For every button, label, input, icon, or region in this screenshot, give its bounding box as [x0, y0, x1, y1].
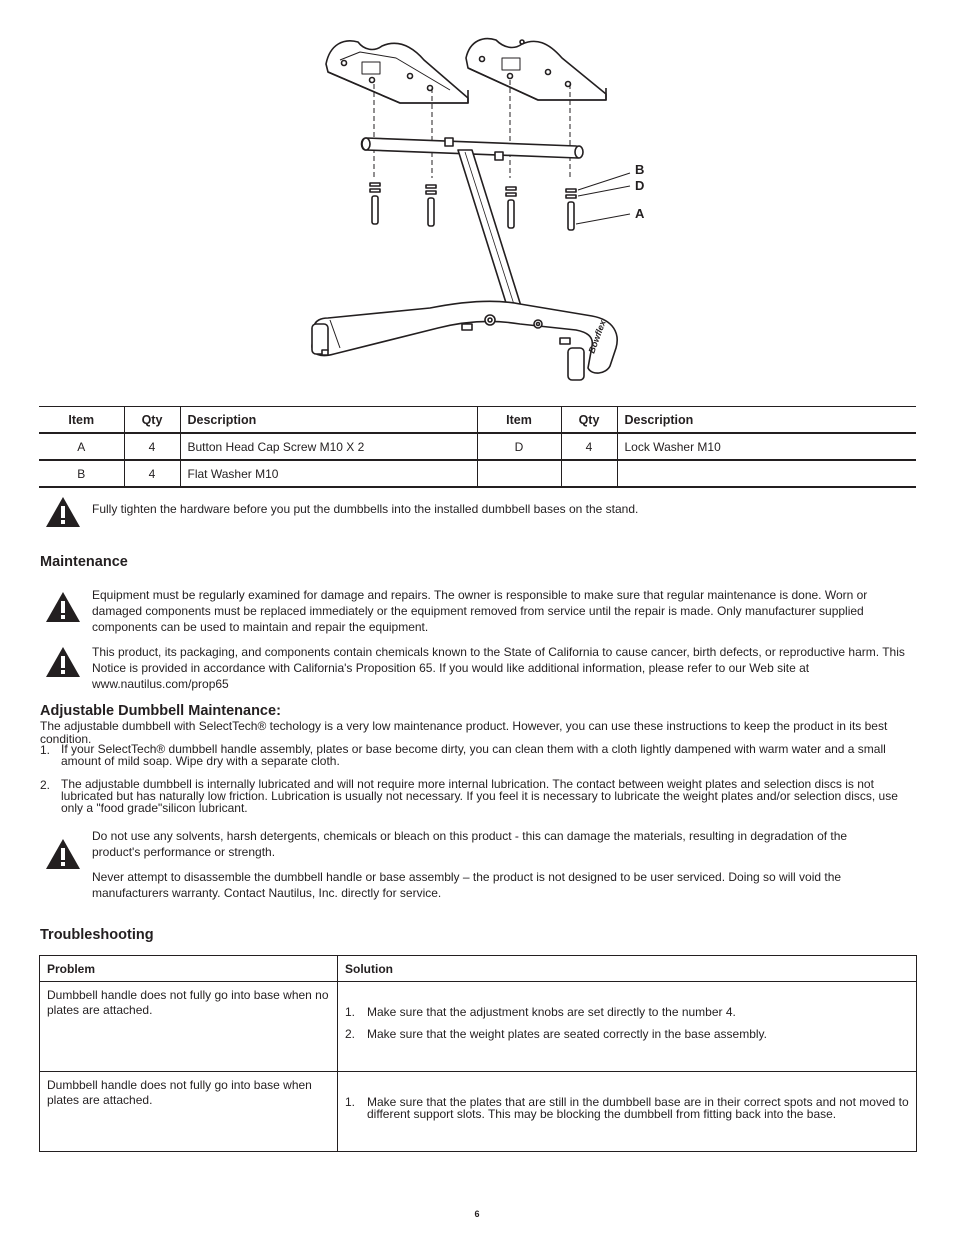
cell: B [39, 460, 124, 487]
cell: 4 [561, 433, 617, 460]
warning-icon [45, 646, 81, 678]
list-item-number: 2. [40, 778, 51, 792]
cell: Flat Washer M10 [180, 460, 477, 487]
cell [561, 460, 617, 487]
prop65-warning: This product, its packaging, and components contain chemicals known to the State of California to cause cancer, birth defects, or reproductive harm. This Notice is provided in accordance with California's Proposition 65. If you would like additional information, please refer to our Web site at www.nautilus.com/prop65 [92, 645, 905, 691]
callout-a: A [635, 206, 645, 221]
stand-assembly-diagram [300, 28, 660, 388]
cell [477, 460, 561, 487]
list-item: If your SelectTech® dumbbell handle assembly, plates or base become dirty, you can clean them with a cloth lightly dampened with warm water and a small amount of mild soap. Wipe dry with a separate cloth. [61, 742, 886, 768]
list-item [345, 1096, 909, 1120]
solution-list [345, 1006, 909, 1040]
col-item: Item [39, 407, 124, 434]
bowflex-logo: Bowflex [586, 318, 608, 355]
table-row [39, 460, 916, 487]
troubleshooting-table [39, 955, 917, 1152]
list-item-text: Make sure that the adjustment knobs are set directly to the number 4. [367, 1005, 736, 1019]
solution-list [345, 1096, 909, 1120]
cell: Lock Washer M10 [617, 433, 916, 460]
cell: A [39, 433, 124, 460]
adjustable-maintenance-heading: Adjustable Dumbbell Maintenance: [40, 703, 281, 719]
table-row [40, 1072, 917, 1152]
warning-icon [45, 591, 81, 623]
col-qty: Qty [561, 407, 617, 434]
solution-cell [338, 982, 917, 1072]
table-row [40, 982, 917, 1072]
disassemble-warning: Never attempt to disassemble the dumbbell handle or base assembly – the product is not designed to be user serviced. Doing so will void the manufacturers warranty. Contact Nautilus, Inc. directly for service. [92, 870, 842, 900]
list-item-number: 1. [345, 1095, 356, 1109]
col-item: Item [477, 407, 561, 434]
cell: Button Head Cap Screw M10 X 2 [180, 433, 477, 460]
warning-icon [45, 496, 81, 528]
troubleshooting-heading: Troubleshooting [40, 927, 154, 943]
table-row [39, 433, 916, 460]
cell: 4 [124, 433, 180, 460]
col-description: Description [617, 407, 916, 434]
col-solution: Solution [338, 956, 917, 982]
parts-table [39, 406, 916, 488]
adjustable-intro: The adjustable dumbbell with SelectTech® techology is a very low maintenance product. However, you can use these instructions to keep the product in its best condition. [40, 719, 888, 746]
list-item [345, 1006, 909, 1018]
cell [617, 460, 916, 487]
solvents-warning: Do not use any solvents, harsh detergents, chemicals or bleach on this product - this can damage the materials, resulting in degradation of the product's performance or strength. [92, 829, 848, 859]
callout-b: B [635, 162, 645, 177]
parts-table-header [39, 407, 916, 434]
warning-icon [45, 838, 81, 870]
troubleshooting-header [40, 956, 917, 982]
col-problem: Problem [40, 956, 338, 982]
page-number: 6 [474, 1209, 480, 1219]
callout-d: D [635, 178, 645, 193]
cell: 4 [124, 460, 180, 487]
cell: D [477, 433, 561, 460]
maintenance-heading: Maintenance [40, 554, 128, 570]
examine-warning: Equipment must be regularly examined for damage and repairs. The owner is responsible to make sure that regular maintenance is done. Worn or damaged components must be replaced immediately or the equipment removed from service until the repair is made. Only manufacturer supplied components can be used to maintain and repair the equipment. [92, 588, 868, 634]
list-item-number: 1. [345, 1005, 356, 1019]
list-item-number: 1. [40, 743, 51, 757]
list-item [345, 1028, 909, 1040]
tighten-warning: Fully tighten the hardware before you put the dumbbells into the installed dumbbell bases on the stand. [92, 502, 639, 516]
list-item: The adjustable dumbbell is internally lubricated and will not require more internal lubrication. The contact between weight plates and selection discs is not lubricated but has naturally low friction. Lubrication is usually not necessary. If you feel it is necessary to lubricate the weight plates and/or selection discs, use only a "food grade"silicon lubricant. [61, 777, 898, 815]
list-item-number: 2. [345, 1027, 356, 1041]
col-description: Description [180, 407, 477, 434]
list-item-text: Make sure that the plates that are still in the dumbbell base are in their correct spots and not moved to different support slots. This may be blocking the dumbbell from fitting back into the base. [367, 1095, 909, 1121]
list-item-text: Make sure that the weight plates are seated correctly in the base assembly. [367, 1027, 767, 1041]
solution-cell [338, 1072, 917, 1152]
col-qty: Qty [124, 407, 180, 434]
problem-cell: Dumbbell handle does not fully go into base when plates are attached. [40, 1072, 338, 1152]
problem-cell: Dumbbell handle does not fully go into base when no plates are attached. [40, 982, 338, 1072]
